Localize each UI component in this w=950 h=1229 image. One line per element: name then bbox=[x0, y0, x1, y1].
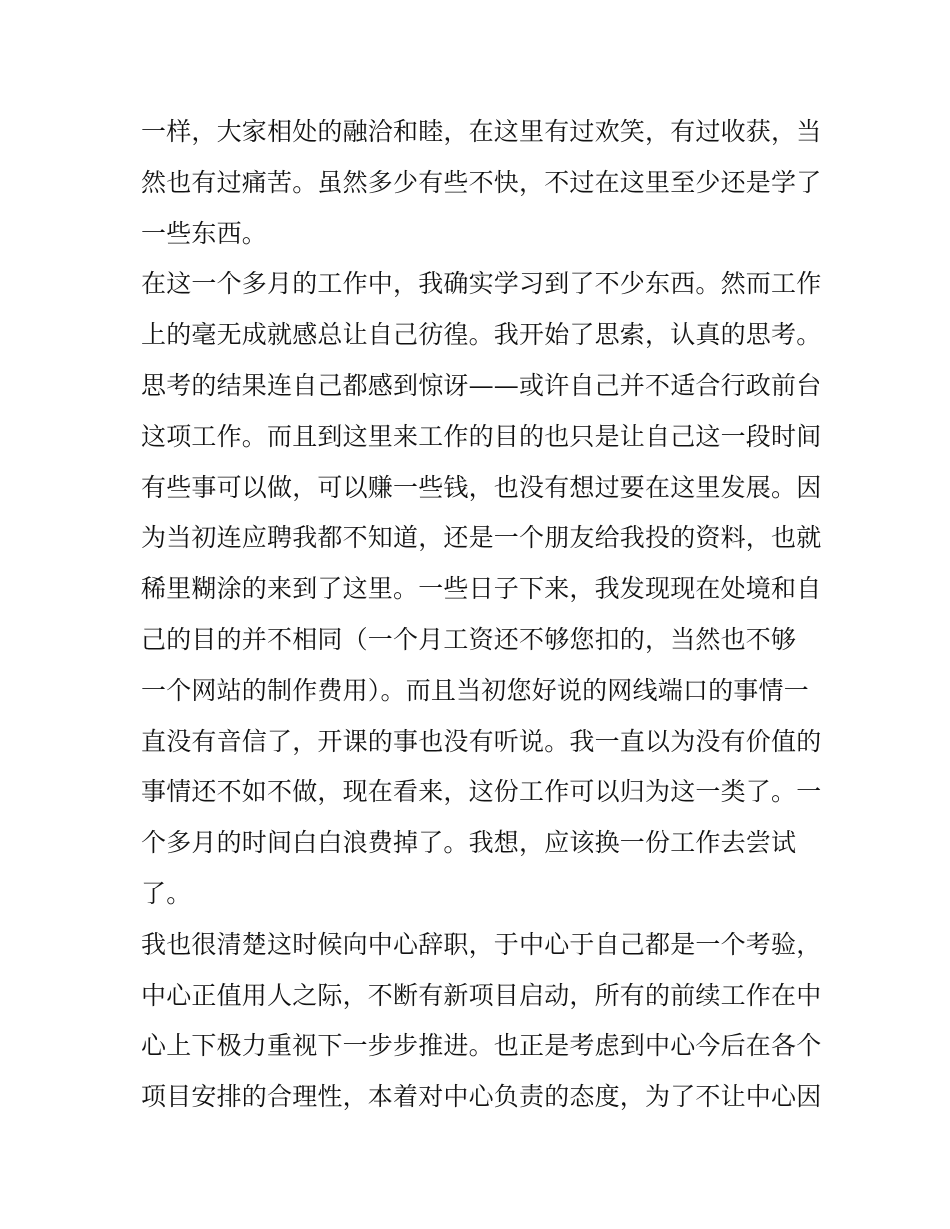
text-line-14: 事情还不如不做，现在看来，这份工作可以归为这一类了。一 bbox=[141, 777, 822, 807]
letter-body-text bbox=[141, 107, 822, 1123]
text-line-10: 稀里糊涂的来到了这里。一些日子下来，我发现现在处境和自 bbox=[141, 574, 822, 604]
text-line-16: 了。 bbox=[141, 878, 192, 908]
text-line-6: 思考的结果连自己都感到惊讶——或许自己并不适合行政前台 bbox=[141, 370, 822, 400]
text-line-11: 己的目的并不相同（一个月工资还不够您扣的，当然也不够 bbox=[141, 624, 797, 654]
text-line-5: 上的毫无成就感总让自己彷徨。我开始了思索，认真的思考。 bbox=[141, 320, 822, 350]
text-line-1: 一样，大家相处的融洽和睦，在这里有过欢笑，有过收获，当 bbox=[141, 117, 822, 146]
text-line-4: 在这一个多月的工作中，我确实学习到了不少东西。然而工作 bbox=[141, 269, 822, 299]
text-line-9: 为当初连应聘我都不知道，还是一个朋友给我投的资料，也就 bbox=[141, 523, 822, 553]
text-line-15: 个多月的时间白白浪费掉了。我想，应该换一份工作去尝试 bbox=[141, 828, 797, 858]
text-line-3: 一些东西。 bbox=[141, 218, 268, 248]
text-line-12: 一个网站的制作费用）。而且当初您好说的网线端口的事情一 bbox=[141, 675, 809, 705]
text-line-8: 有些事可以做，可以赚一些钱，也没有想过要在这里发展。因 bbox=[141, 472, 822, 502]
text-line-7: 这项工作。而且到这里来工作的目的也只是让自己这一段时间 bbox=[141, 421, 822, 451]
text-line-18: 中心正值用人之际，不断有新项目启动，所有的前续工作在中 bbox=[141, 980, 822, 1010]
text-line-17: 我也很清楚这时候向中心辞职，于中心于自己都是一个考验， bbox=[141, 929, 822, 959]
text-line-19: 心上下极力重视下一步步推进。也正是考虑到中心今后在各个 bbox=[141, 1031, 822, 1061]
text-line-20: 项目安排的合理性，本着对中心负责的态度，为了不让中心因 bbox=[141, 1082, 822, 1112]
text-line-2: 然也有过痛苦。虽然多少有些不快，不过在这里至少还是学了 bbox=[141, 167, 822, 197]
text-line-13: 直没有音信了，开课的事也没有听说。我一直以为没有价值的 bbox=[141, 726, 822, 756]
